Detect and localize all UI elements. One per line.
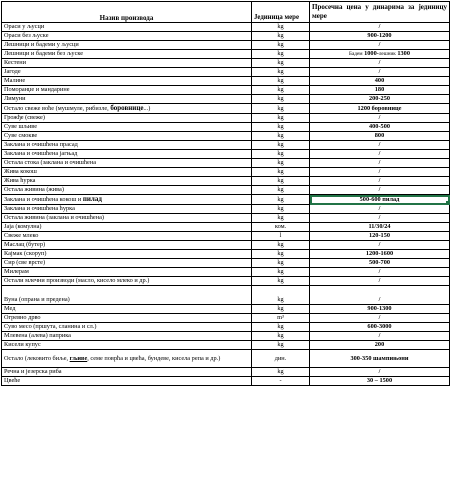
price-cell[interactable]: /	[310, 168, 450, 177]
table-row	[2, 205, 450, 214]
table-row	[2, 368, 450, 377]
name-cell[interactable]: Поморанџе и мандарине	[2, 86, 252, 95]
name-cell[interactable]: Остала стока (заклана и очишћена	[2, 159, 252, 168]
name-part: , семе поврћа и цвећа, бундеве, кисела репа и др.)	[87, 354, 221, 362]
unit-cell[interactable]: kg	[252, 168, 310, 177]
unit-cell[interactable]: kg	[252, 114, 310, 123]
price-cell[interactable]: /	[310, 277, 450, 286]
price-cell-selected[interactable]	[310, 195, 450, 205]
header-row	[2, 2, 450, 23]
unit-cell[interactable]: kg	[252, 50, 310, 59]
unit-cell[interactable]: kg	[252, 104, 310, 114]
name-cell[interactable]: Јаја (комулна)	[2, 223, 252, 232]
unit-cell[interactable]: kg	[252, 195, 310, 205]
price-value: 500-600 пилад	[359, 195, 400, 203]
name-cell[interactable]: Јагоде	[2, 68, 252, 77]
price-cell[interactable]: /	[310, 68, 450, 77]
unit-cell[interactable]: kg	[252, 341, 310, 350]
price-cell[interactable]: 11/30/24	[310, 223, 450, 232]
unit-cell[interactable]: -	[252, 377, 310, 386]
name-cell[interactable]: Лешници и бадеми у љусци	[2, 41, 252, 50]
table-row	[2, 332, 450, 341]
table-row	[2, 77, 450, 86]
unit-cell[interactable]: kg	[252, 123, 310, 132]
price-cell[interactable]: /	[310, 159, 450, 168]
unit-cell[interactable]: kg	[252, 286, 310, 305]
unit-cell[interactable]: kg	[252, 277, 310, 286]
table-row	[2, 23, 450, 32]
table-row	[2, 195, 450, 205]
table-row	[2, 277, 450, 286]
table-row	[2, 123, 450, 132]
name-part: Остало свеже воће (мушмуле, рибизле,	[4, 105, 111, 112]
unit-cell[interactable]: kg	[252, 141, 310, 150]
name-cell[interactable]: Речна и језерска риба	[2, 368, 252, 377]
name-cell[interactable]: Остали млечни производи (масло, кисело млеко и др.)	[2, 277, 252, 286]
unit-cell[interactable]: kg	[252, 323, 310, 332]
table-row	[2, 95, 450, 104]
name-cell[interactable]: Ораси у љусци	[2, 23, 252, 32]
table-row	[2, 41, 450, 50]
price-cell[interactable]: 900-1200	[310, 32, 450, 41]
price-cell[interactable]: 400-500	[310, 123, 450, 132]
table-row	[2, 286, 450, 305]
header-name-cell[interactable]: Назив производа	[2, 2, 252, 23]
name-cell[interactable]: Вуна (опрана и предена)	[2, 286, 252, 305]
unit-cell[interactable]: kg	[252, 86, 310, 95]
unit-cell[interactable]: kg	[252, 205, 310, 214]
unit-cell[interactable]: kg	[252, 250, 310, 259]
table-row	[2, 150, 450, 159]
price-label-hazelnut: лешник	[378, 51, 396, 57]
unit-cell[interactable]: kg	[252, 59, 310, 68]
price-value-almond: 1000-	[364, 50, 379, 57]
unit-cell[interactable]: ком.	[252, 223, 310, 232]
name-cell[interactable]: Кисели купус	[2, 341, 252, 350]
table-row	[2, 168, 450, 177]
price-cell[interactable]: /	[310, 59, 450, 68]
table-row	[2, 305, 450, 314]
name-cell[interactable]	[2, 350, 252, 368]
price-label-almond: Бадем	[349, 51, 363, 57]
name-cell[interactable]: Суве смокве	[2, 132, 252, 141]
table-row	[2, 50, 450, 59]
unit-cell[interactable]: kg	[252, 159, 310, 168]
unit-cell[interactable]: kg	[252, 41, 310, 50]
unit-cell[interactable]: kg	[252, 23, 310, 32]
price-cell[interactable]: /	[310, 214, 450, 223]
unit-cell[interactable]: kg	[252, 177, 310, 186]
price-cell[interactable]: /	[310, 141, 450, 150]
name-cell[interactable]: Лимуни	[2, 95, 252, 104]
unit-cell[interactable]: kg	[252, 241, 310, 250]
price-table	[1, 1, 450, 386]
name-cell[interactable]: Милерам	[2, 268, 252, 277]
header-price-cell[interactable]: Просечна цена у динарима за јединицу мере	[310, 2, 450, 23]
price-cell[interactable]: /	[310, 186, 450, 195]
price-cell[interactable]: /	[310, 177, 450, 186]
price-cell[interactable]: /	[310, 41, 450, 50]
price-cell[interactable]	[310, 50, 450, 59]
name-cell[interactable]: Остала живина (жива)	[2, 186, 252, 195]
table-row	[2, 377, 450, 386]
price-cell[interactable]: /	[310, 286, 450, 305]
unit-cell[interactable]: kg	[252, 68, 310, 77]
price-cell[interactable]: 600-3000	[310, 323, 450, 332]
table-row	[2, 232, 450, 241]
table-row	[2, 241, 450, 250]
price-cell[interactable]: 500-700	[310, 259, 450, 268]
price-cell[interactable]: /	[310, 150, 450, 159]
name-cell[interactable]: Ораси без љуске	[2, 32, 252, 41]
table-row	[2, 341, 450, 350]
name-cell[interactable]: Заклана и очишћена прасад	[2, 141, 252, 150]
table-row	[2, 268, 450, 277]
table-row	[2, 59, 450, 68]
table-row	[2, 159, 450, 168]
unit-cell[interactable]: kg	[252, 332, 310, 341]
table-row	[2, 86, 450, 95]
price-cell[interactable]: /	[310, 268, 450, 277]
name-cell[interactable]: Лешници и бадеми без љуске	[2, 50, 252, 59]
table-row	[2, 132, 450, 141]
header-unit-cell[interactable]: Јединица мере	[252, 2, 310, 23]
name-cell[interactable]: Мед	[2, 305, 252, 314]
price-cell[interactable]: /	[310, 332, 450, 341]
name-cell[interactable]: Суве шљиве	[2, 123, 252, 132]
price-cell[interactable]: 900-1300	[310, 305, 450, 314]
name-cell[interactable]: Жива кокош	[2, 168, 252, 177]
unit-cell[interactable]: kg	[252, 214, 310, 223]
name-cell[interactable]	[2, 195, 252, 205]
table-row	[2, 214, 450, 223]
name-cell[interactable]: Грожђе (свеже)	[2, 114, 252, 123]
name-part: ...)	[143, 105, 151, 112]
name-cell[interactable]: Заклана и очишћена ћурка	[2, 205, 252, 214]
unit-cell[interactable]: m³	[252, 314, 310, 323]
name-cell[interactable]: Свеже млеко	[2, 232, 252, 241]
unit-cell[interactable]: kg	[252, 268, 310, 277]
unit-cell[interactable]: kg	[252, 32, 310, 41]
unit-cell[interactable]: kg	[252, 132, 310, 141]
price-cell[interactable]: 800	[310, 132, 450, 141]
unit-cell[interactable]: дин.	[252, 350, 310, 368]
table-row	[2, 223, 450, 232]
fill-handle[interactable]	[446, 201, 450, 205]
name-part: Остало (лековито биље,	[4, 354, 70, 362]
name-cell[interactable]: Малине	[2, 77, 252, 86]
table-row	[2, 186, 450, 195]
unit-cell[interactable]: kg	[252, 259, 310, 268]
name-part: Заклана и очишћена кокош и	[4, 196, 83, 203]
table-row	[2, 114, 450, 123]
price-cell[interactable]: /	[310, 241, 450, 250]
name-cell[interactable]: Огревно дрво	[2, 314, 252, 323]
table-row	[2, 259, 450, 268]
table-row	[2, 323, 450, 332]
table-row	[2, 350, 450, 368]
price-cell[interactable]: /	[310, 23, 450, 32]
name-cell[interactable]: Кајмак (скоруп)	[2, 250, 252, 259]
unit-cell[interactable]: kg	[252, 77, 310, 86]
price-cell[interactable]: 180	[310, 86, 450, 95]
unit-cell[interactable]: kg	[252, 95, 310, 104]
price-cell[interactable]: /	[310, 314, 450, 323]
table-row	[2, 68, 450, 77]
unit-cell[interactable]: kg	[252, 186, 310, 195]
price-cell[interactable]: /	[310, 114, 450, 123]
table-row	[2, 141, 450, 150]
name-part-bold: пилад	[82, 195, 102, 203]
price-cell[interactable]: 200	[310, 341, 450, 350]
name-part-bold: боровнице	[110, 104, 144, 112]
price-cell[interactable]: 30 – 1500	[310, 377, 450, 386]
table-row	[2, 104, 450, 114]
table-row	[2, 250, 450, 259]
name-cell[interactable]: Цвеће	[2, 377, 252, 386]
name-part-bold-underline: гљиве	[69, 354, 88, 362]
name-cell[interactable]: Маслац (бутер)	[2, 241, 252, 250]
price-cell[interactable]: 200-250	[310, 95, 450, 104]
unit-cell[interactable]: kg	[252, 150, 310, 159]
unit-cell[interactable]: l	[252, 232, 310, 241]
price-cell[interactable]: /	[310, 205, 450, 214]
name-cell[interactable]	[2, 104, 252, 114]
name-cell[interactable]: Сир (све врсте)	[2, 259, 252, 268]
price-cell[interactable]: 1200-1600	[310, 250, 450, 259]
unit-cell[interactable]: kg	[252, 305, 310, 314]
price-cell[interactable]: 400	[310, 77, 450, 86]
table-row	[2, 32, 450, 41]
table-row	[2, 314, 450, 323]
price-value-hazelnut: 1300	[397, 50, 410, 57]
unit-cell[interactable]: kg	[252, 368, 310, 377]
name-cell[interactable]: Остала живина (заклана и очишћена)	[2, 214, 252, 223]
name-cell[interactable]: Суво месо (пршута, сланина и сл.)	[2, 323, 252, 332]
name-cell[interactable]: Кестени	[2, 59, 252, 68]
price-cell[interactable]: /	[310, 368, 450, 377]
table-row	[2, 177, 450, 186]
name-cell[interactable]: Жива ћурка	[2, 177, 252, 186]
price-cell[interactable]: 120-150	[310, 232, 450, 241]
price-cell[interactable]: 1200 боровнице	[310, 104, 450, 114]
name-cell[interactable]: Заклана и очишћена јагњад	[2, 150, 252, 159]
price-cell[interactable]: 300-350 шампињони	[310, 350, 450, 368]
name-cell[interactable]: Млевена (алева) паприка	[2, 332, 252, 341]
